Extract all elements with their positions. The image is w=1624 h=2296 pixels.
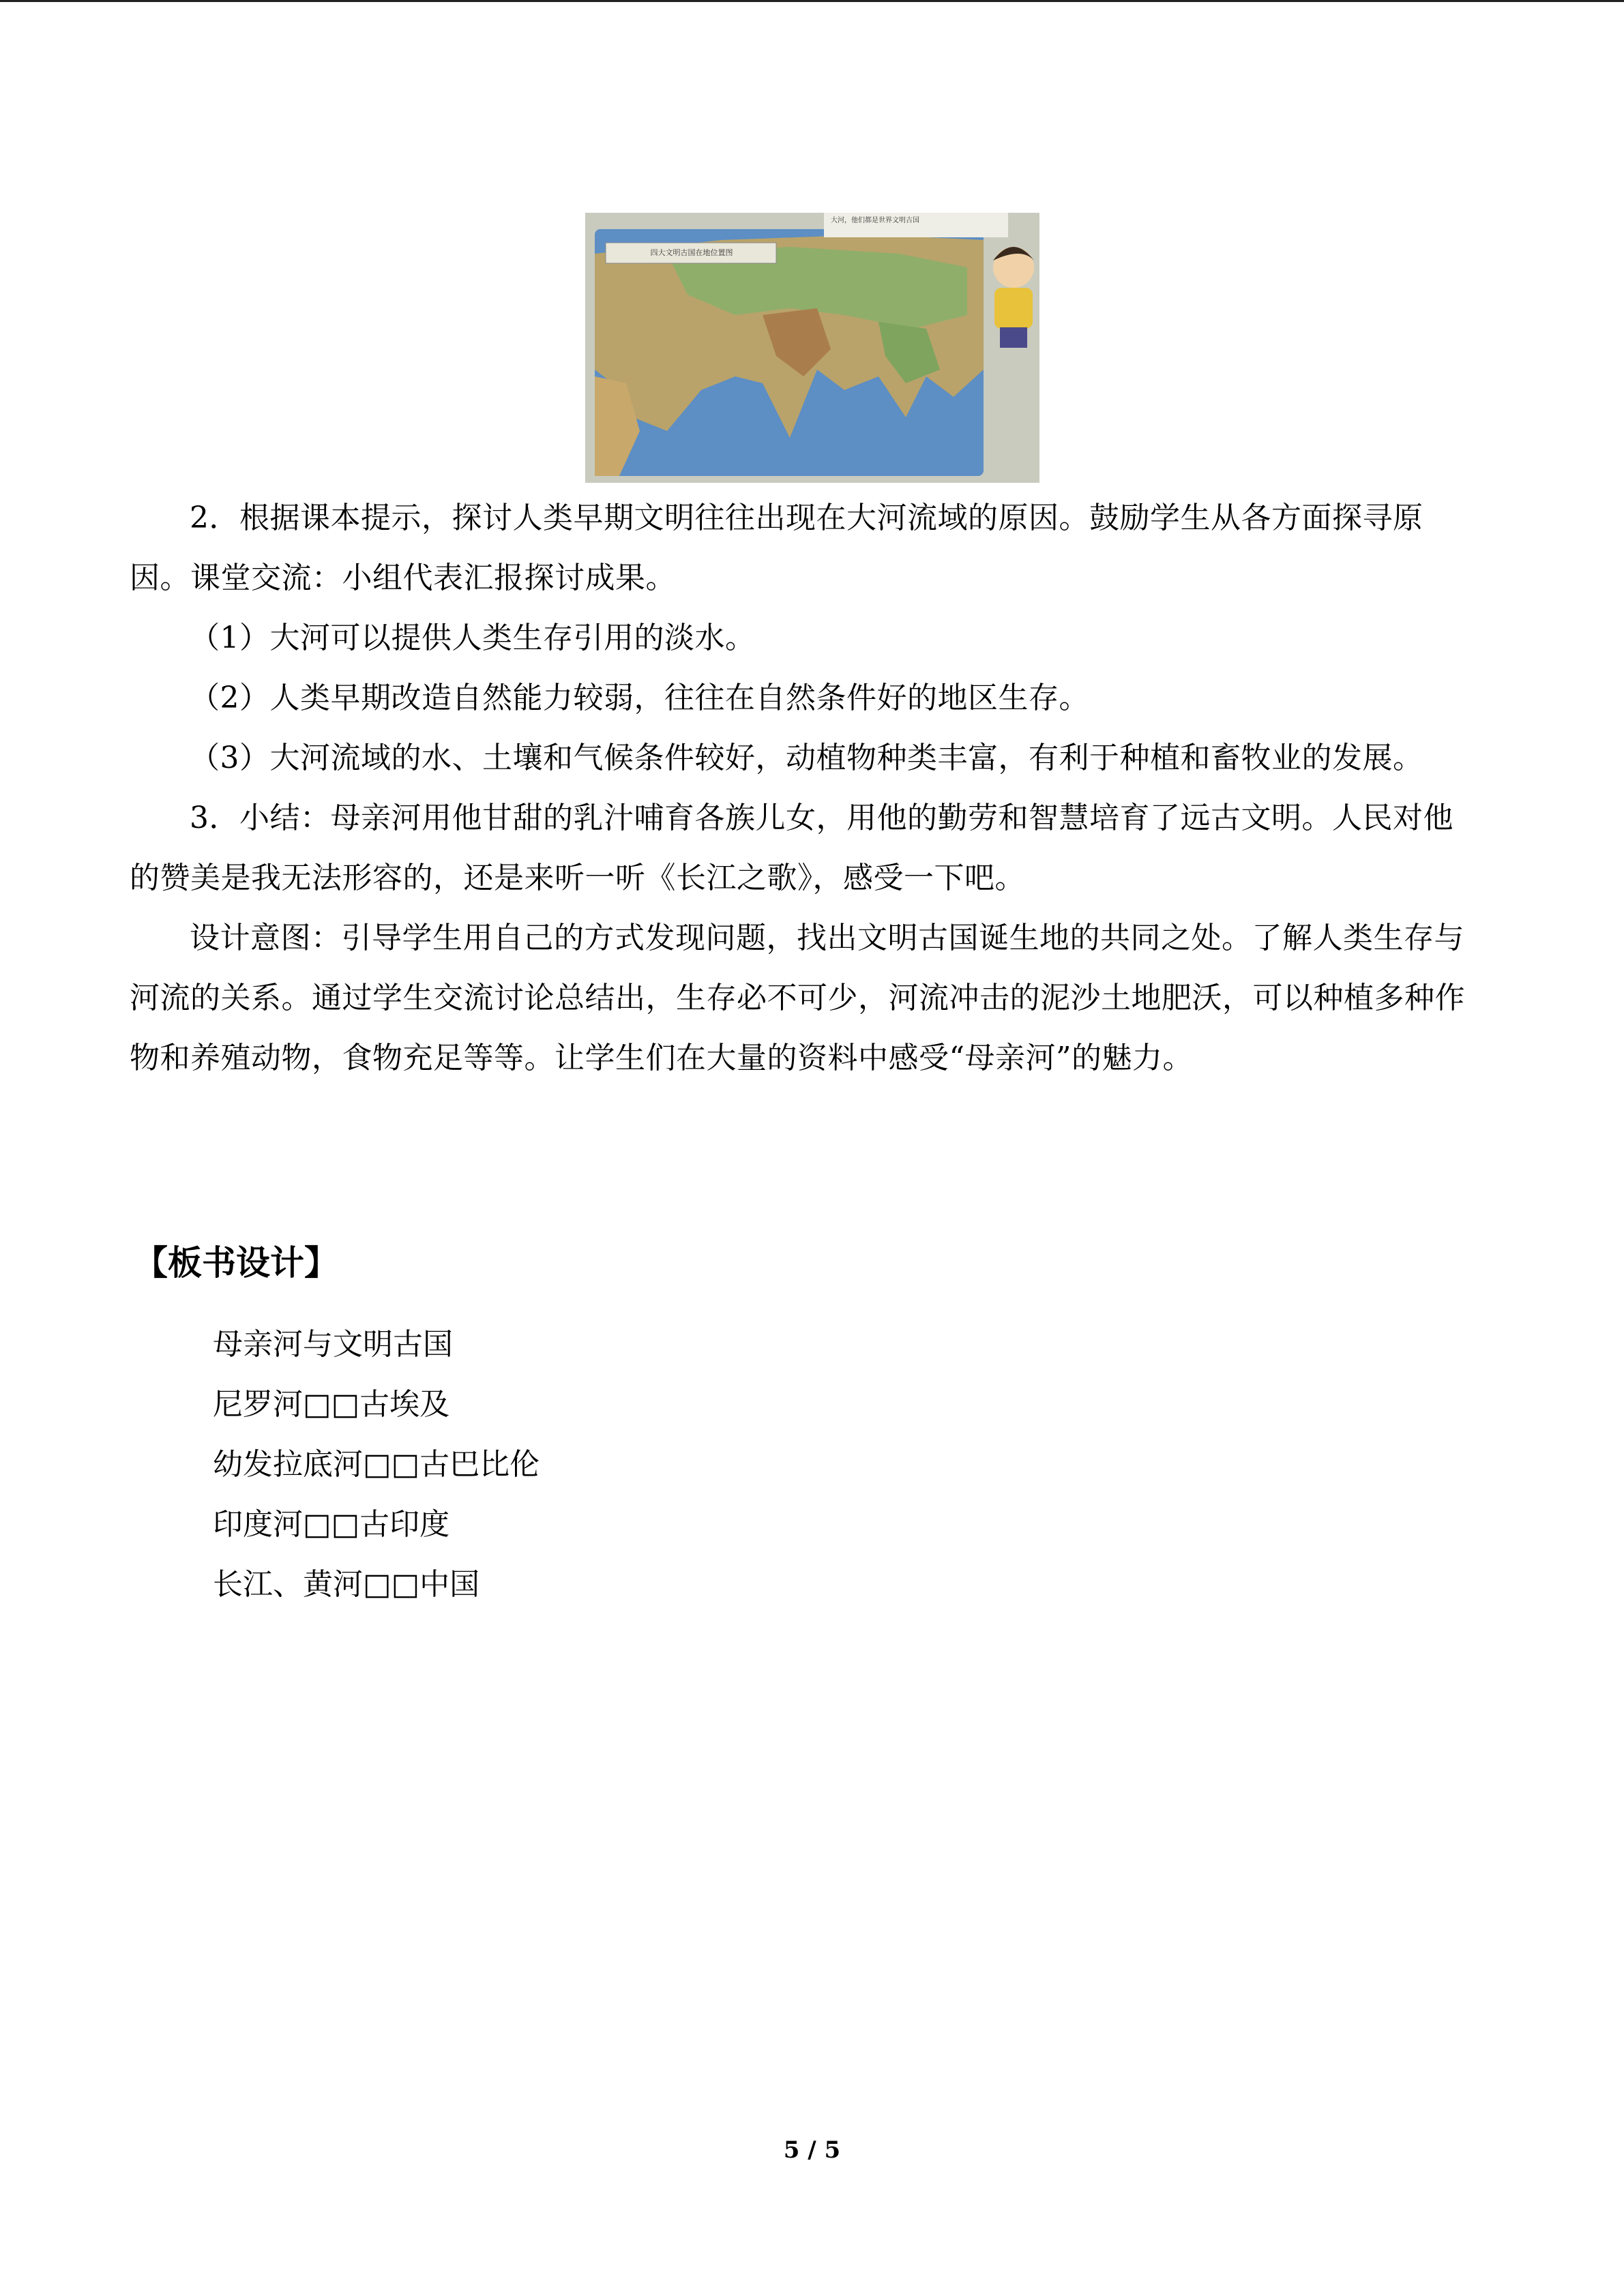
speech-bubble-text: 大河，他们都是世界文明古国 bbox=[831, 217, 919, 224]
asia-map-image bbox=[585, 213, 1039, 483]
page-number: 5 / 5 bbox=[783, 2136, 841, 2164]
paragraph-2: 2．根据课本提示，探讨人类早期文明往往出现在大河流域的原因。鼓励学生从各方面探寻原因。课堂交流：小组代表汇报探讨成果。 bbox=[130, 501, 1423, 595]
board-design-list bbox=[213, 1315, 540, 1615]
board-item: 长江、黄河□□中国 bbox=[213, 1567, 480, 1602]
section-heading: 【板书设计】 bbox=[134, 1243, 338, 1283]
paragraph-2-1: （1）大河可以提供人类生存引用的淡水。 bbox=[190, 621, 756, 655]
paragraph-3-summary: 3．小结：母亲河用他甘甜的乳汁哺育各族儿女，用他的勤劳和智慧培育了远古文明。人民对他的赞美是我无法形容的，还是来听一听《长江之歌》，感受一下吧。 bbox=[130, 801, 1453, 895]
map-caption: 四大文明古国在地位置图 bbox=[650, 248, 733, 257]
body-text bbox=[130, 488, 1480, 1088]
board-item: 尼罗河□□古埃及 bbox=[213, 1387, 450, 1422]
board-item: 幼发拉底河□□古巴比伦 bbox=[213, 1447, 540, 1482]
paragraph-2-3: （3）大河流域的水、土壤和气候条件较好，动植物种类丰富，有利于种植和畜牧业的发展。 bbox=[190, 741, 1423, 775]
paragraph-design-intent: 设计意图：引导学生用自己的方式发现问题，找出文明古国诞生地的共同之处。了解人类生存与河流的关系。通过学生交流讨论总结出，生存必不可少，河流冲击的泥沙土地肥沃，可以种植多种作物和养殖动物，食物充足等等。让学生们在大量的资料中感受“母亲河”的魅力。 bbox=[130, 921, 1465, 1075]
paragraph-2-2: （2）人类早期改造自然能力较弱，往往在自然条件好的地区生存。 bbox=[190, 681, 1089, 715]
board-title: 母亲河与文明古国 bbox=[213, 1327, 453, 1362]
board-item: 印度河□□古印度 bbox=[213, 1507, 450, 1542]
page-top-border bbox=[0, 0, 1624, 2]
